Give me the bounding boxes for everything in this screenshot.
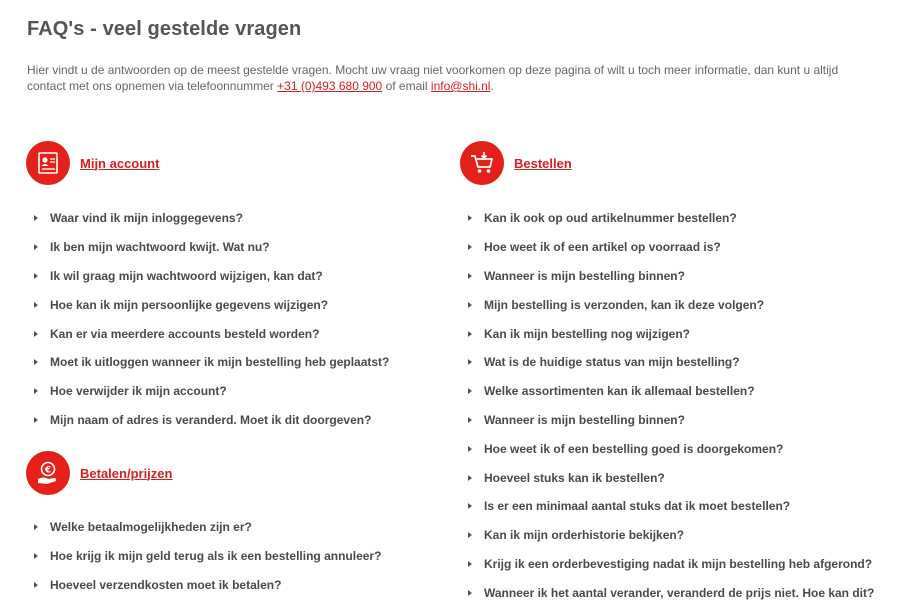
faq-item[interactable] xyxy=(462,434,874,463)
chevron-right-icon xyxy=(34,553,38,559)
faq-question: Mijn bestelling is verzonden, kan ik deze volgen? xyxy=(484,297,765,312)
shopping-cart-icon xyxy=(460,141,504,185)
faq-item[interactable] xyxy=(28,348,389,377)
section-orders-header xyxy=(460,141,572,185)
faq-question: Mijn naam of adres is veranderd. Moet ik dit doorgeven? xyxy=(50,412,372,427)
faq-question: Ik ben mijn wachtwoord kwijt. Wat nu? xyxy=(50,240,270,255)
faq-item[interactable] xyxy=(462,550,874,579)
faq-question: Wanneer ik het aantal verander, veranderd de prijs niet. Hoe kan dit? xyxy=(484,585,875,600)
faq-question: Kan er via meerdere accounts besteld worden? xyxy=(50,326,320,341)
faq-list-orders xyxy=(462,204,874,607)
faq-question: Moet ik uitloggen wanneer ik mijn bestelling heb geplaatst? xyxy=(50,355,390,370)
faq-question: Kan ik mijn bestelling nog wijzigen? xyxy=(484,326,691,341)
intro-text xyxy=(27,62,877,94)
faq-question: Hoe weet ik of een bestelling goed is doorgekomen? xyxy=(484,441,784,456)
chevron-right-icon xyxy=(34,273,38,279)
faq-item[interactable] xyxy=(462,521,874,550)
faq-item[interactable] xyxy=(28,233,389,262)
faq-question: Krijg ik een orderbevestiging nadat ik mijn bestelling heb afgerond? xyxy=(484,556,873,571)
faq-question: Hoe weet ik of een artikel op voorraad is? xyxy=(484,240,721,255)
section-payment-header xyxy=(26,451,172,495)
intro-lead: Hier vindt u de antwoorden op de meest gestelde vragen. Mocht uw vraag niet voorkomen op deze pagina of wilt u toch meer informatie, dan kunt u altijd contact met ons opnemen via telefoonnummer xyxy=(27,63,839,93)
email-link[interactable]: info@shi.nl xyxy=(430,79,491,93)
faq-question: Hoe verwijder ik mijn account? xyxy=(50,384,227,399)
chevron-right-icon xyxy=(34,331,38,337)
chevron-right-icon xyxy=(468,532,472,538)
faq-question: Welke assortimenten kan ik allemaal bestellen? xyxy=(484,384,755,399)
chevron-right-icon xyxy=(468,302,472,308)
faq-item[interactable] xyxy=(28,204,389,233)
faq-item[interactable] xyxy=(462,492,874,521)
faq-question: Is er een minimaal aantal stuks dat ik moet bestellen? xyxy=(484,499,791,514)
chevron-right-icon xyxy=(468,417,472,423)
chevron-right-icon xyxy=(468,503,472,509)
chevron-right-icon xyxy=(34,359,38,365)
chevron-right-icon xyxy=(34,388,38,394)
chevron-right-icon xyxy=(34,215,38,221)
faq-question: Welke betaalmogelijkheden zijn er? xyxy=(50,520,252,535)
faq-list-account xyxy=(28,204,389,434)
section-account-header xyxy=(26,141,159,185)
chevron-right-icon xyxy=(34,417,38,423)
euro-hand-icon xyxy=(26,451,70,495)
faq-question: Kan ik mijn orderhistorie bekijken? xyxy=(484,528,685,543)
chevron-right-icon xyxy=(468,561,472,567)
faq-item[interactable] xyxy=(462,348,874,377)
section-payment-link[interactable]: Betalen/prijzen xyxy=(80,465,173,481)
chevron-right-icon xyxy=(34,302,38,308)
chevron-right-icon xyxy=(468,475,472,481)
chevron-right-icon xyxy=(468,446,472,452)
chevron-right-icon xyxy=(468,273,472,279)
chevron-right-icon xyxy=(468,590,472,596)
chevron-right-icon xyxy=(468,359,472,365)
faq-list-payment xyxy=(28,513,381,599)
page-title: FAQ's - veel gestelde vragen xyxy=(27,18,302,40)
faq-question: Ik wil graag mijn wachtwoord wijzigen, kan dat? xyxy=(50,268,323,283)
faq-item[interactable] xyxy=(28,319,389,348)
faq-item[interactable] xyxy=(28,290,389,319)
faq-item[interactable] xyxy=(462,377,874,406)
faq-question: Wat is de huidige status van mijn bestelling? xyxy=(484,355,740,370)
chevron-right-icon xyxy=(468,215,472,221)
faq-question: Hoeveel stuks kan ik bestellen? xyxy=(484,470,665,485)
faq-item[interactable] xyxy=(462,262,874,291)
faq-item[interactable] xyxy=(462,204,874,233)
faq-question: Waar vind ik mijn inloggegevens? xyxy=(50,211,243,226)
faq-item[interactable] xyxy=(462,319,874,348)
faq-item[interactable] xyxy=(28,513,381,542)
intro-end: . xyxy=(490,79,494,93)
faq-item[interactable] xyxy=(28,377,389,406)
faq-question: Wanneer is mijn bestelling binnen? xyxy=(484,412,685,427)
faq-item[interactable] xyxy=(28,571,381,600)
section-orders-link[interactable]: Bestellen xyxy=(514,155,572,171)
chevron-right-icon xyxy=(34,524,38,530)
intro-mid: of email xyxy=(382,79,431,93)
phone-link[interactable]: +31 (0)493 680 900 xyxy=(277,79,383,93)
section-account-link[interactable]: Mijn account xyxy=(80,155,160,171)
faq-question: Hoe krijg ik mijn geld terug als ik een bestelling annuleer? xyxy=(50,549,382,564)
faq-item[interactable] xyxy=(28,542,381,571)
faq-item[interactable] xyxy=(462,290,874,319)
chevron-right-icon xyxy=(468,388,472,394)
chevron-right-icon xyxy=(468,244,472,250)
chevron-right-icon xyxy=(468,331,472,337)
faq-question: Hoe kan ik mijn persoonlijke gegevens wijzigen? xyxy=(50,297,329,312)
faq-item[interactable] xyxy=(462,233,874,262)
chevron-right-icon xyxy=(34,244,38,250)
svg-text:€: € xyxy=(44,465,52,476)
faq-question: Kan ik ook op oud artikelnummer bestellen? xyxy=(484,211,737,226)
chevron-right-icon xyxy=(34,582,38,588)
account-card-icon xyxy=(26,141,70,185)
faq-question: Wanneer is mijn bestelling binnen? xyxy=(484,268,685,283)
faq-question: Hoeveel verzendkosten moet ik betalen? xyxy=(50,577,282,592)
faq-item[interactable] xyxy=(462,578,874,607)
faq-item[interactable] xyxy=(462,406,874,435)
faq-item[interactable] xyxy=(28,262,389,291)
faq-item[interactable] xyxy=(28,406,389,435)
faq-item[interactable] xyxy=(462,463,874,492)
